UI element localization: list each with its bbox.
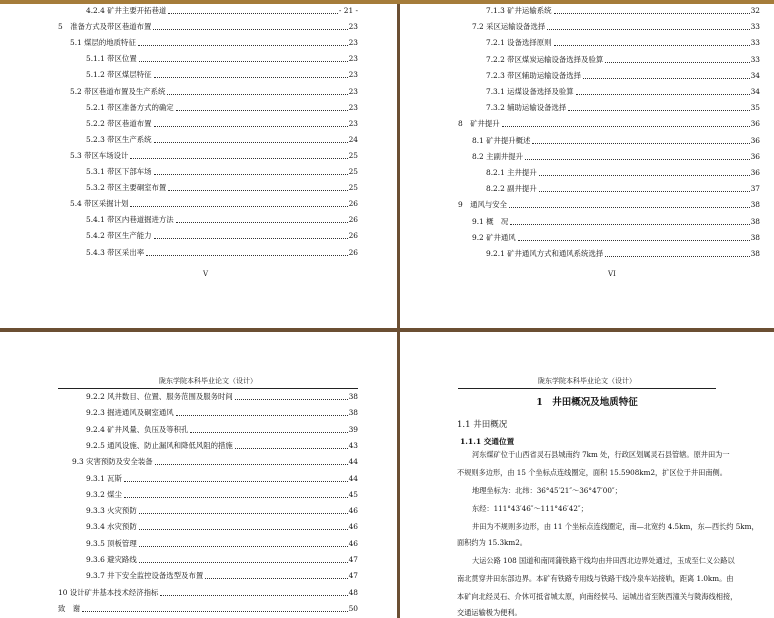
toc-entry-page-number: 35 bbox=[750, 103, 760, 113]
toc-entry-page-number: 23 bbox=[348, 54, 358, 64]
toc-entry[interactable] bbox=[58, 586, 358, 600]
toc-entry-page-number: 44 bbox=[348, 473, 358, 483]
toc-entry-page-number: 25 bbox=[348, 150, 358, 160]
toc-entry-page-number: 39 bbox=[348, 424, 358, 434]
toc-entry[interactable] bbox=[86, 246, 358, 260]
toc-entry[interactable] bbox=[72, 455, 358, 469]
toc-entry-title: 8 矿井提升 bbox=[458, 119, 500, 129]
toc-entry-page-number: - 21 - bbox=[338, 6, 358, 15]
toc-leader-dots bbox=[547, 29, 749, 30]
toc-entry-page-number: 46 bbox=[348, 522, 358, 532]
toc-entry-page-number: 36 bbox=[750, 168, 760, 177]
toc-entry-title: 9 通风与安全 bbox=[458, 200, 508, 210]
toc-leader-dots bbox=[146, 255, 347, 256]
toc-entry[interactable] bbox=[486, 166, 760, 180]
toc-entry[interactable] bbox=[58, 602, 358, 616]
toc-entry-title: 5.4.3 带区采出率 bbox=[86, 247, 145, 257]
toc-entry-title: 8.2 主副井提升 bbox=[472, 151, 524, 161]
toc-entry-title: 9.2.1 矿井通风方式和通风系统选择 bbox=[486, 249, 604, 258]
toc-leader-dots bbox=[168, 13, 338, 14]
toc-leader-dots bbox=[155, 464, 348, 465]
toc-entry[interactable] bbox=[86, 504, 358, 518]
page-header: 陇东学院本科毕业论文（设计） bbox=[58, 376, 358, 389]
toc-entry-page-number: 32 bbox=[750, 6, 760, 15]
toc-leader-dots bbox=[554, 13, 750, 14]
toc-entry[interactable] bbox=[472, 231, 760, 245]
toc-entry-page-number: 47 bbox=[348, 555, 358, 564]
toc-entry-title: 7.3.1 运煤设备选择及验算 bbox=[486, 87, 574, 96]
toc-entry-page-number: 48 bbox=[348, 587, 358, 597]
toc-entry-title: 7.2.2 带区煤炭运输设备选择及验算 bbox=[486, 54, 604, 64]
toc-entry-title: 5.3.2 带区主要硐室布置 bbox=[86, 183, 167, 193]
toc-entry[interactable] bbox=[86, 406, 358, 420]
toc-entry[interactable] bbox=[472, 150, 760, 164]
toc-entry-page-number: 36 bbox=[750, 151, 760, 161]
toc-leader-dots bbox=[568, 110, 749, 111]
toc-entry-page-number: 33 bbox=[750, 54, 760, 64]
toc-entry[interactable] bbox=[486, 182, 760, 196]
toc-leader-dots bbox=[130, 206, 347, 207]
toc-entry-title: 5 准备方式及带区巷道布置 bbox=[58, 22, 152, 32]
toc-entry-page-number: 38 bbox=[750, 200, 760, 210]
toc-entry-title: 4.2.4 矿井主要开拓巷道 bbox=[86, 6, 167, 15]
toc-entry[interactable] bbox=[86, 520, 358, 534]
chapter-title: 1 井田概况及地质特征 bbox=[536, 397, 638, 408]
toc-leader-dots bbox=[205, 578, 347, 579]
toc-leader-dots bbox=[176, 222, 348, 223]
toc-entry-page-number: 37 bbox=[750, 184, 760, 194]
toc-entry-title: 7.2.3 带区辅助运输设备选择 bbox=[486, 70, 582, 80]
toc-entry[interactable] bbox=[86, 117, 358, 131]
page-footer-number: VI bbox=[608, 270, 616, 278]
toc-entry[interactable] bbox=[58, 20, 358, 34]
body-paragraph-line: 大运公路 108 国道和南同蒲铁路干线均由井田西北边界处通过，玉成至仁义公路以 bbox=[472, 556, 735, 565]
toc-leader-dots bbox=[583, 78, 750, 79]
toc-entry-title: 5.2.1 带区准备方式的确定 bbox=[86, 102, 174, 112]
toc-leader-dots bbox=[139, 513, 348, 514]
toc-entry-title: 9.3.7 井下安全监控设备选型及布置 bbox=[86, 571, 204, 581]
body-paragraph-line: 面积约为 15.3km2。 bbox=[457, 538, 527, 547]
toc-entry[interactable] bbox=[86, 472, 358, 486]
toc-entry-page-number: 43 bbox=[348, 440, 358, 450]
toc-entry-page-number: 23 bbox=[348, 38, 358, 48]
toc-entry-page-number: 23 bbox=[348, 86, 358, 96]
toc-entry[interactable] bbox=[486, 53, 760, 67]
toc-entry-page-number: 26 bbox=[348, 231, 358, 241]
toc-entry[interactable] bbox=[472, 20, 760, 34]
toc-entry[interactable] bbox=[70, 149, 358, 163]
toc-entry[interactable] bbox=[86, 439, 358, 453]
toc-entry-title: 5.1 煤层的地质特征 bbox=[70, 38, 136, 48]
toc-leader-dots bbox=[130, 158, 347, 159]
toc-leader-dots bbox=[154, 238, 348, 239]
toc-entry[interactable] bbox=[86, 229, 358, 243]
toc-leader-dots bbox=[605, 256, 749, 257]
toc-entry-title: 7.1.3 矿井运输系统 bbox=[486, 6, 552, 15]
toc-leader-dots bbox=[138, 45, 348, 46]
toc-entry-title: 致 谢 bbox=[58, 603, 81, 613]
toc-entry-title: 10 设计矿井基本技术经济指标 bbox=[58, 587, 159, 597]
toc-entry-page-number: 46 bbox=[348, 538, 358, 548]
toc-entry[interactable] bbox=[86, 133, 358, 147]
toc-entry[interactable] bbox=[486, 36, 760, 50]
toc-leader-dots bbox=[139, 546, 348, 547]
toc-entry-title: 7.2.1 设备选择原则 bbox=[486, 38, 552, 48]
toc-entry-title: 5.2 带区巷道布置及生产系统 bbox=[70, 86, 166, 96]
toc-leader-dots bbox=[235, 448, 348, 449]
toc-entry-page-number: 23 bbox=[348, 70, 358, 80]
toc-entry-title: 5.3 带区车场设计 bbox=[70, 150, 129, 160]
body-paragraph-line: 井田为不规则多边形，由 11 个坐标点连线圈定，南—北宽约 4.5km，东—西长约 5km， bbox=[472, 522, 759, 531]
body-paragraph-line: 东经：111°43′46″～111°46′42″； bbox=[472, 504, 588, 513]
toc-entry[interactable] bbox=[86, 537, 358, 551]
toc-entry-title: 5.4 带区采掘计划 bbox=[70, 199, 129, 209]
toc-leader-dots bbox=[139, 61, 348, 62]
toc-entry[interactable] bbox=[86, 181, 358, 195]
toc-entry-page-number: 23 bbox=[348, 118, 358, 128]
toc-leader-dots bbox=[154, 142, 348, 143]
toc-leader-dots bbox=[176, 110, 348, 111]
toc-entry-title: 8.2.2 副井提升 bbox=[486, 184, 537, 194]
toc-entry-title: 9.3.2 煤尘 bbox=[86, 489, 122, 499]
toc-entry-title: 9.2.4 矿井风量、负压及等积孔 bbox=[86, 424, 189, 434]
toc-leader-dots bbox=[502, 126, 750, 127]
toc-leader-dots bbox=[154, 174, 348, 175]
document-page-3 bbox=[0, 332, 397, 618]
toc-leader-dots bbox=[510, 224, 749, 225]
toc-entry[interactable] bbox=[458, 117, 760, 131]
toc-leader-dots bbox=[154, 126, 348, 127]
toc-entry-title: 7.3.2 辅助运输设备选择 bbox=[486, 103, 567, 113]
toc-entry-title: 8.2.1 主井提升 bbox=[486, 168, 537, 177]
toc-leader-dots bbox=[167, 94, 347, 95]
toc-entry-page-number: 50 bbox=[348, 603, 358, 613]
toc-entry-page-number: 36 bbox=[750, 119, 760, 129]
toc-entry[interactable] bbox=[86, 101, 358, 115]
toc-entry-title: 9.3.1 瓦斯 bbox=[86, 473, 122, 483]
toc-leader-dots bbox=[235, 399, 348, 400]
toc-entry-page-number: 34 bbox=[750, 87, 760, 96]
toc-entry[interactable] bbox=[486, 247, 760, 261]
toc-entry-title: 9.2.3 掘进通风及硐室通风 bbox=[86, 408, 174, 418]
toc-entry-title: 9.2.2 风井数目、位置、服务范围及服务时间 bbox=[86, 392, 233, 401]
toc-leader-dots bbox=[539, 191, 750, 192]
subsection-title: 1.1.1 交通位置 bbox=[460, 437, 515, 446]
toc-entry-page-number: 25 bbox=[348, 183, 358, 193]
toc-entry-page-number: 47 bbox=[348, 571, 358, 581]
toc-entry[interactable] bbox=[472, 134, 760, 148]
toc-entry[interactable] bbox=[86, 423, 358, 437]
toc-entry[interactable] bbox=[86, 4, 358, 18]
toc-entry[interactable] bbox=[86, 213, 358, 227]
document-page-2 bbox=[400, 4, 774, 328]
body-paragraph-line: 交通运输极为便利。 bbox=[457, 608, 522, 617]
toc-entry-page-number: 44 bbox=[348, 457, 358, 467]
toc-entry-title: 5.1.2 带区煤层特征 bbox=[86, 70, 152, 80]
toc-entry-title: 8.1 矿井提升概述 bbox=[472, 135, 531, 145]
toc-entry[interactable] bbox=[486, 69, 760, 83]
toc-entry-page-number: 24 bbox=[348, 134, 358, 144]
toc-leader-dots bbox=[139, 529, 348, 530]
toc-leader-dots bbox=[176, 415, 348, 416]
toc-entry-page-number: 38 bbox=[750, 232, 760, 242]
toc-entry-page-number: 38 bbox=[348, 392, 358, 401]
toc-entry-title: 5.1.1 带区位置 bbox=[86, 54, 137, 64]
toc-leader-dots bbox=[576, 94, 750, 95]
toc-entry[interactable] bbox=[86, 390, 358, 404]
toc-entry[interactable] bbox=[86, 165, 358, 179]
toc-entry-page-number: 38 bbox=[348, 408, 358, 418]
toc-entry-title: 5.2.3 带区生产系统 bbox=[86, 134, 152, 144]
toc-entry[interactable] bbox=[86, 52, 358, 66]
toc-entry-page-number: 25 bbox=[348, 167, 358, 176]
toc-entry-title: 9.3.3 火灾预防 bbox=[86, 506, 137, 516]
page-footer-number: V bbox=[203, 270, 209, 278]
toc-entry[interactable] bbox=[486, 101, 760, 115]
body-paragraph-line: 本矿向北经灵石、介休可抵省城太原，向南经侯马、运城出省至陕西潼关与陇海线相接， bbox=[457, 592, 738, 601]
toc-entry-page-number: 36 bbox=[750, 135, 760, 145]
toc-entry-title: 5.4.2 带区生产能力 bbox=[86, 231, 152, 241]
toc-leader-dots bbox=[554, 45, 750, 46]
toc-entry-page-number: 26 bbox=[348, 247, 358, 257]
section-title: 1.1 井田概况 bbox=[457, 420, 508, 430]
toc-entry-page-number: 23 bbox=[348, 22, 358, 32]
toc-leader-dots bbox=[139, 562, 348, 563]
toc-entry[interactable] bbox=[86, 569, 358, 583]
toc-entry[interactable] bbox=[472, 215, 760, 229]
toc-entry-page-number: 33 bbox=[750, 38, 760, 48]
toc-leader-dots bbox=[509, 207, 750, 208]
toc-entry-title: 5.3.1 带区下部车场 bbox=[86, 167, 152, 176]
toc-entry-page-number: 45 bbox=[348, 489, 358, 499]
page-header: 陇东学院本科毕业论文（设计） bbox=[458, 376, 716, 389]
toc-entry[interactable] bbox=[86, 488, 358, 502]
toc-leader-dots bbox=[154, 77, 348, 78]
toc-entry-title: 7.2 采区运输设备选择 bbox=[472, 22, 546, 32]
body-paragraph-line: 不规则多边形，由 15 个坐标点连线圈定，面积 15.5908km2，扩区位于井田南侧。 bbox=[457, 468, 727, 477]
body-paragraph-line: 南北贯穿井田东部边界。本矿有铁路专用线与铁路干线冷泉车站接轨，距离 1.0km。由 bbox=[457, 574, 734, 583]
toc-entry-page-number: 46 bbox=[348, 506, 358, 516]
toc-entry[interactable] bbox=[70, 85, 358, 99]
toc-leader-dots bbox=[124, 481, 348, 482]
toc-entry[interactable] bbox=[458, 198, 760, 212]
toc-entry-page-number: 26 bbox=[348, 199, 358, 209]
document-page-1 bbox=[0, 4, 397, 328]
toc-entry-title: 5.2.2 带区巷道布置 bbox=[86, 118, 152, 128]
toc-leader-dots bbox=[532, 143, 749, 144]
toc-entry-page-number: 23 bbox=[348, 102, 358, 112]
toc-entry-page-number: 33 bbox=[750, 22, 760, 32]
toc-entry-title: 9.3.4 水灾预防 bbox=[86, 522, 137, 532]
toc-entry[interactable] bbox=[70, 197, 358, 211]
toc-leader-dots bbox=[82, 611, 347, 612]
toc-entry[interactable] bbox=[86, 553, 358, 567]
toc-entry-title: 9.3.6 避灾路线 bbox=[86, 555, 137, 564]
toc-entry-page-number: 34 bbox=[750, 70, 760, 80]
document-page-4 bbox=[400, 332, 774, 618]
toc-entry-page-number: 38 bbox=[750, 216, 760, 226]
toc-leader-dots bbox=[160, 595, 347, 596]
toc-entry[interactable] bbox=[486, 4, 760, 18]
toc-leader-dots bbox=[605, 62, 749, 63]
toc-leader-dots bbox=[525, 159, 750, 160]
toc-entry-title: 9.1 概 况 bbox=[472, 216, 509, 226]
toc-entry-title: 5.4.1 带区内巷道掘进方法 bbox=[86, 215, 174, 225]
toc-entry-title: 9.3 灾害预防及安全装备 bbox=[72, 457, 153, 467]
toc-entry[interactable] bbox=[486, 85, 760, 99]
toc-entry[interactable] bbox=[70, 36, 358, 50]
body-paragraph-line: 河东煤矿位于山西省灵石县城南约 7km 处，行政区划属灵石县管辖。原井田为一 bbox=[472, 450, 730, 459]
toc-entry-title: 9.2 矿井通风 bbox=[472, 232, 516, 242]
toc-entry-title: 9.2.5 通风设施、防止漏风和降低风阻的措施 bbox=[86, 440, 233, 450]
toc-entry-page-number: 38 bbox=[750, 249, 760, 258]
toc-entry[interactable] bbox=[86, 68, 358, 82]
toc-entry-page-number: 26 bbox=[348, 215, 358, 225]
toc-leader-dots bbox=[190, 432, 347, 433]
toc-leader-dots bbox=[153, 29, 347, 30]
toc-leader-dots bbox=[518, 240, 750, 241]
toc-entry-title: 9.3.5 顶板管理 bbox=[86, 538, 137, 548]
body-paragraph-line: 地理坐标为：北纬：36°45′21″～36°47′00″； bbox=[472, 486, 622, 495]
toc-leader-dots bbox=[539, 175, 750, 176]
toc-leader-dots bbox=[124, 497, 348, 498]
toc-leader-dots bbox=[168, 190, 347, 191]
